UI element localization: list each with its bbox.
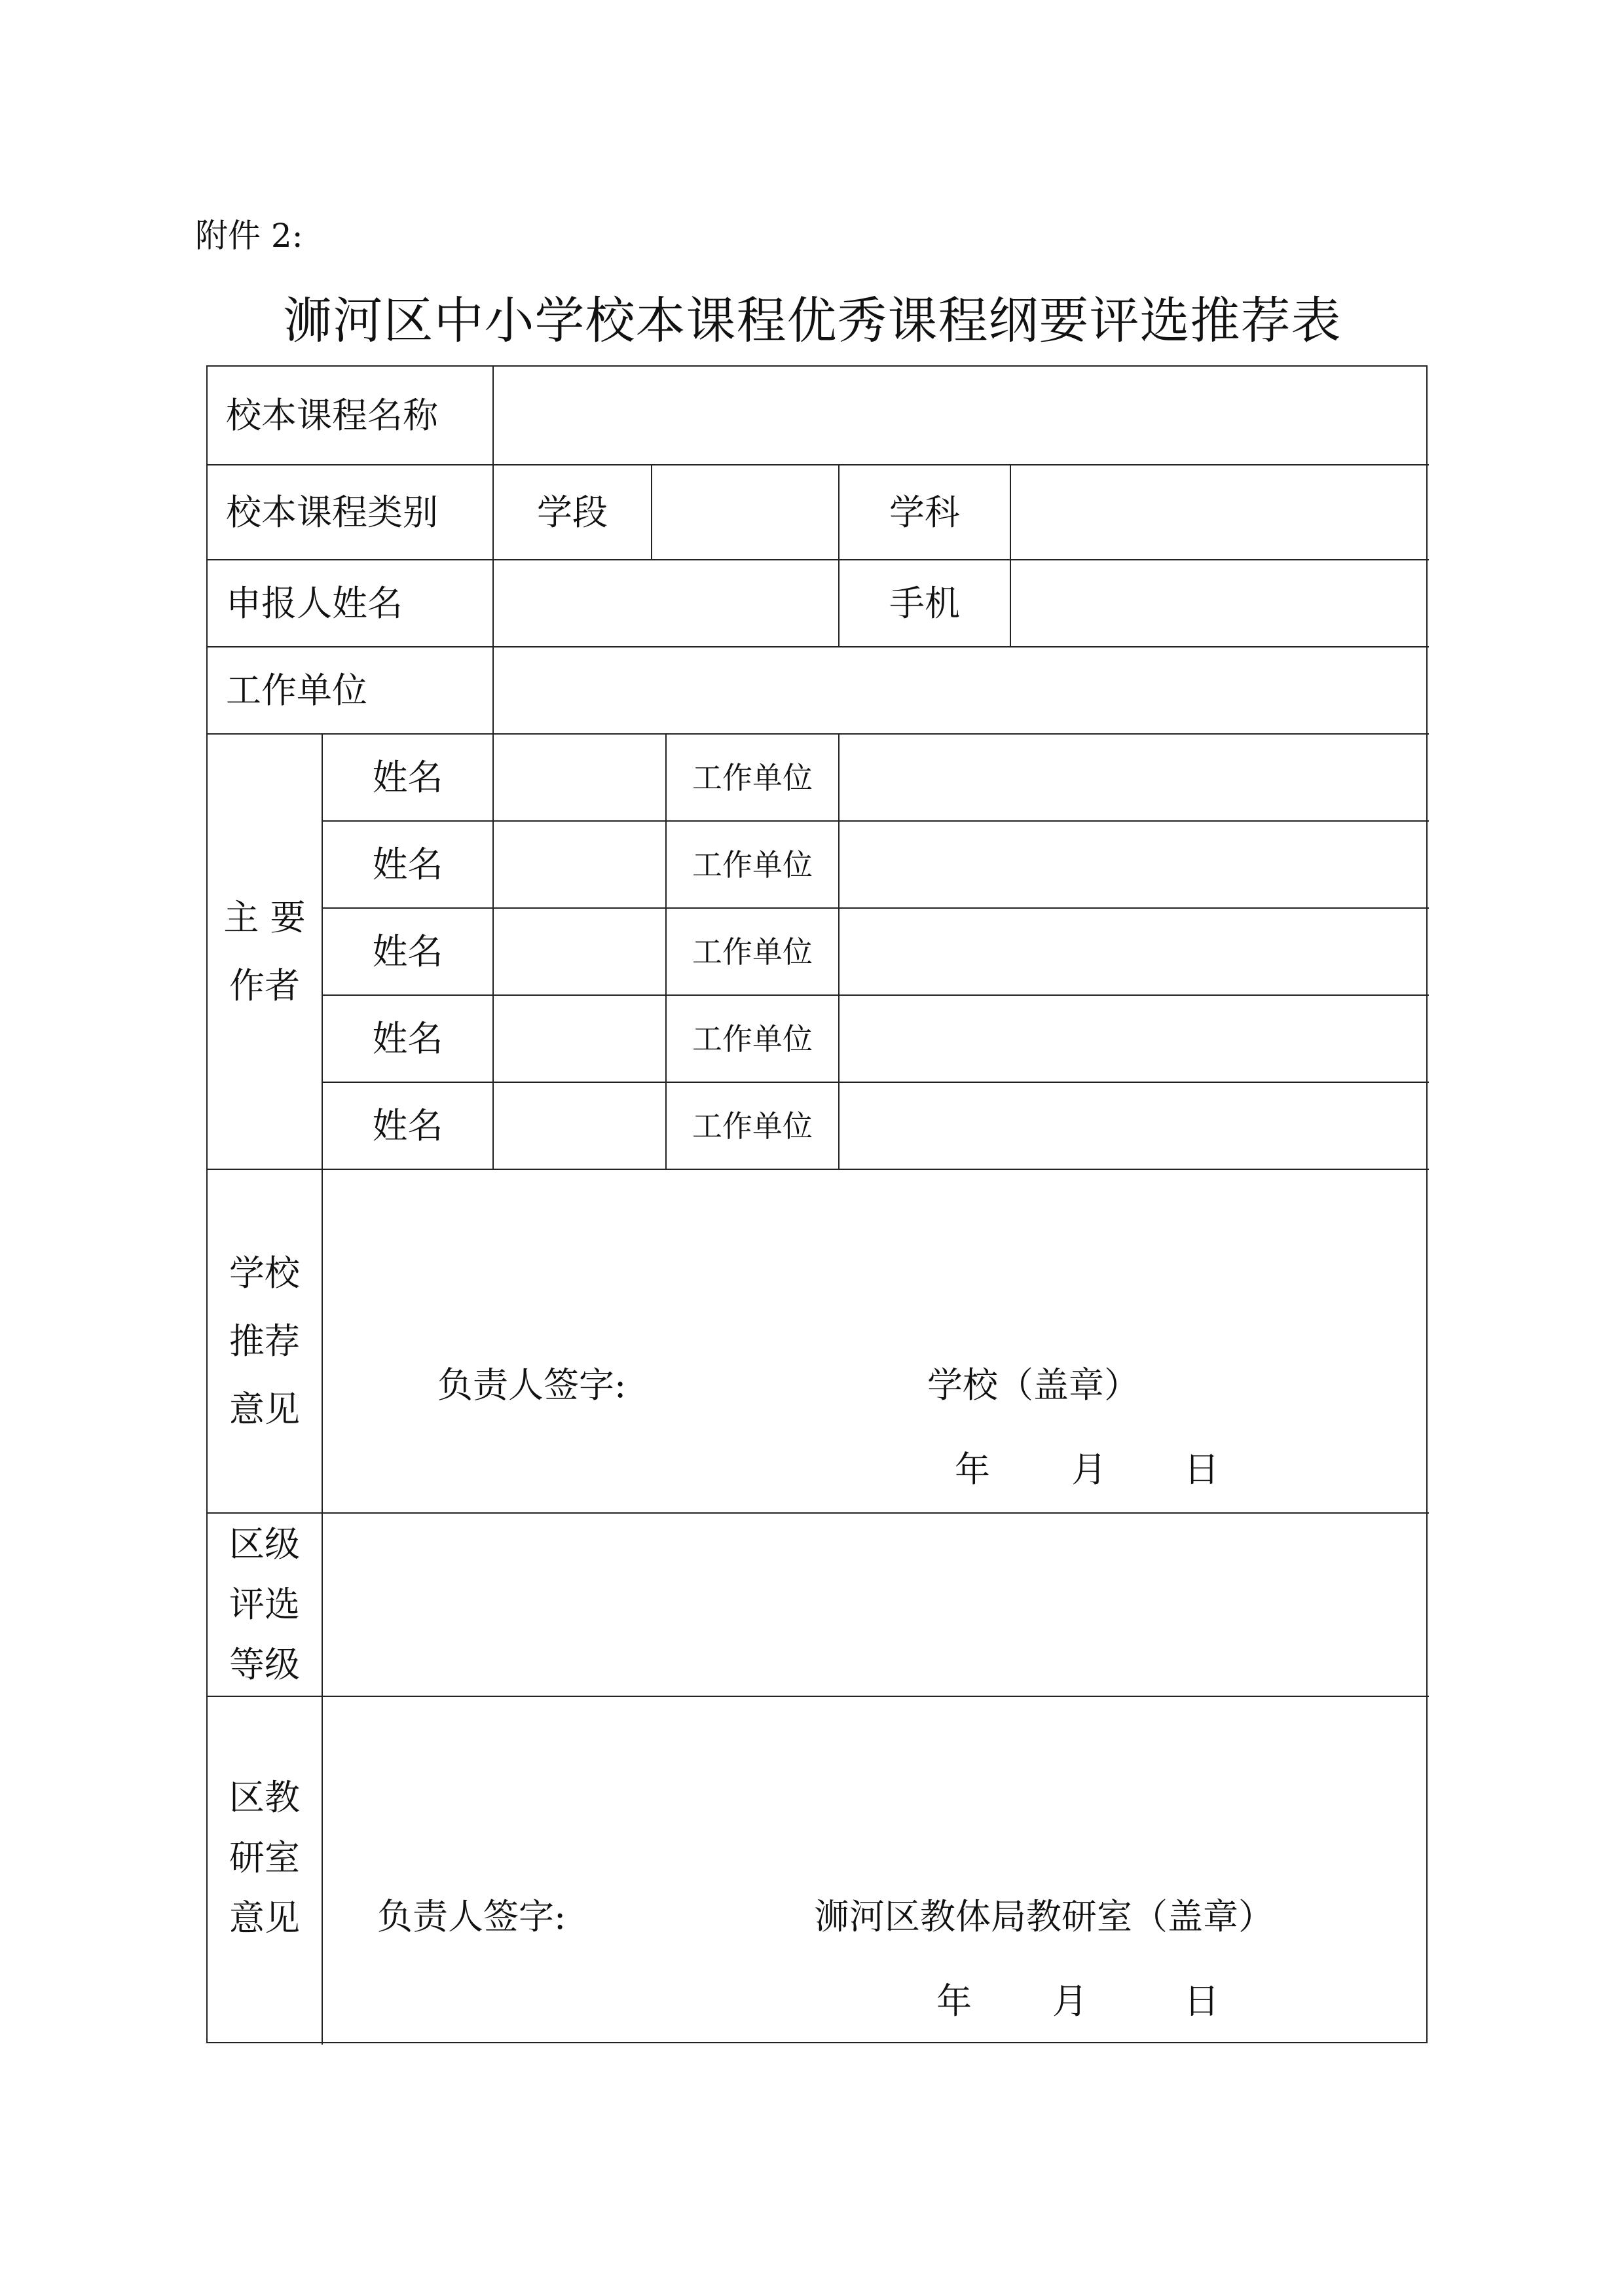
main-authors-label bbox=[208, 735, 322, 1169]
work-unit-input[interactable] bbox=[494, 647, 1429, 733]
school-date-day: 日 bbox=[1184, 1449, 1219, 1490]
author-name-label: 姓名 bbox=[372, 1017, 443, 1059]
school-seal-label: 学校（盖章） bbox=[927, 1364, 1139, 1406]
author-unit-label: 工作单位 bbox=[692, 847, 813, 883]
school-recommendation-label-line: 学校 bbox=[229, 1252, 300, 1294]
main-authors-label-line: 主 要 bbox=[223, 896, 306, 938]
author-unit-input[interactable] bbox=[840, 909, 1429, 994]
course-category-label: 校本课程类别 bbox=[226, 491, 438, 533]
research-date-day: 日 bbox=[1184, 1980, 1219, 2022]
subject-label: 学科 bbox=[889, 491, 960, 533]
author-unit-label: 工作单位 bbox=[692, 934, 813, 970]
applicant-name-label: 申报人姓名 bbox=[226, 582, 403, 624]
school-date-month: 月 bbox=[1071, 1449, 1107, 1490]
author-unit-label: 工作单位 bbox=[692, 1108, 813, 1144]
research-signer-label: 负责人签字: bbox=[377, 1896, 566, 1937]
school-recommendation-label-line: 推荐 bbox=[229, 1320, 300, 1362]
author-name-label: 姓名 bbox=[372, 843, 443, 885]
author-name-label: 姓名 bbox=[372, 756, 443, 798]
author-name-input[interactable] bbox=[494, 909, 665, 994]
author-name-input[interactable] bbox=[494, 1083, 665, 1169]
research-office-label-line: 意见 bbox=[229, 1897, 300, 1939]
research-seal-label: 浉河区教体局教研室（盖章） bbox=[814, 1896, 1274, 1937]
district-grade-label-line: 评选 bbox=[229, 1584, 300, 1625]
district-grade-label-line: 区级 bbox=[229, 1523, 300, 1565]
research-office-label bbox=[208, 1697, 322, 2045]
research-office-label-line: 区教 bbox=[229, 1776, 300, 1818]
phone-input[interactable] bbox=[1011, 560, 1429, 646]
attachment-label: 附件 2: bbox=[195, 217, 303, 255]
form-title: 浉河区中小学校本课程优秀课程纲要评选推荐表 bbox=[282, 291, 1342, 350]
author-name-input[interactable] bbox=[494, 822, 665, 907]
phone-label: 手机 bbox=[889, 582, 960, 624]
author-unit-input[interactable] bbox=[840, 822, 1429, 907]
district-grade-label-line: 等级 bbox=[229, 1644, 300, 1685]
school-signer-label: 负责人签字: bbox=[437, 1364, 627, 1406]
research-date-year: 年 bbox=[936, 1980, 972, 2022]
district-grade-area[interactable] bbox=[323, 1514, 1429, 1696]
applicant-name-input[interactable] bbox=[494, 560, 838, 646]
course-name-input[interactable] bbox=[494, 367, 1429, 464]
school-recommendation-area[interactable] bbox=[323, 1170, 1429, 1512]
author-unit-input[interactable] bbox=[840, 996, 1429, 1082]
recommendation-form bbox=[206, 365, 1428, 2043]
author-name-label: 姓名 bbox=[372, 1104, 443, 1146]
stage-input[interactable] bbox=[652, 465, 838, 559]
author-unit-input[interactable] bbox=[840, 735, 1429, 820]
school-recommendation-label bbox=[208, 1170, 322, 1512]
research-date-month: 月 bbox=[1052, 1980, 1088, 2022]
author-unit-input[interactable] bbox=[840, 1083, 1429, 1169]
stage-label: 学段 bbox=[537, 491, 608, 533]
author-unit-label: 工作单位 bbox=[692, 759, 813, 795]
research-office-area[interactable] bbox=[323, 1697, 1429, 2045]
author-name-input[interactable] bbox=[494, 735, 665, 820]
main-authors-label-line: 作者 bbox=[229, 964, 300, 1006]
school-recommendation-label-line: 意见 bbox=[229, 1388, 300, 1430]
course-name-label: 校本课程名称 bbox=[226, 394, 438, 436]
district-grade-label bbox=[208, 1514, 322, 1696]
author-name-label: 姓名 bbox=[372, 930, 443, 972]
author-unit-label: 工作单位 bbox=[692, 1021, 813, 1057]
school-date-year: 年 bbox=[955, 1449, 990, 1490]
subject-input[interactable] bbox=[1011, 465, 1429, 559]
research-office-label-line: 研室 bbox=[229, 1836, 300, 1878]
work-unit-label: 工作单位 bbox=[226, 669, 367, 711]
author-name-input[interactable] bbox=[494, 996, 665, 1082]
